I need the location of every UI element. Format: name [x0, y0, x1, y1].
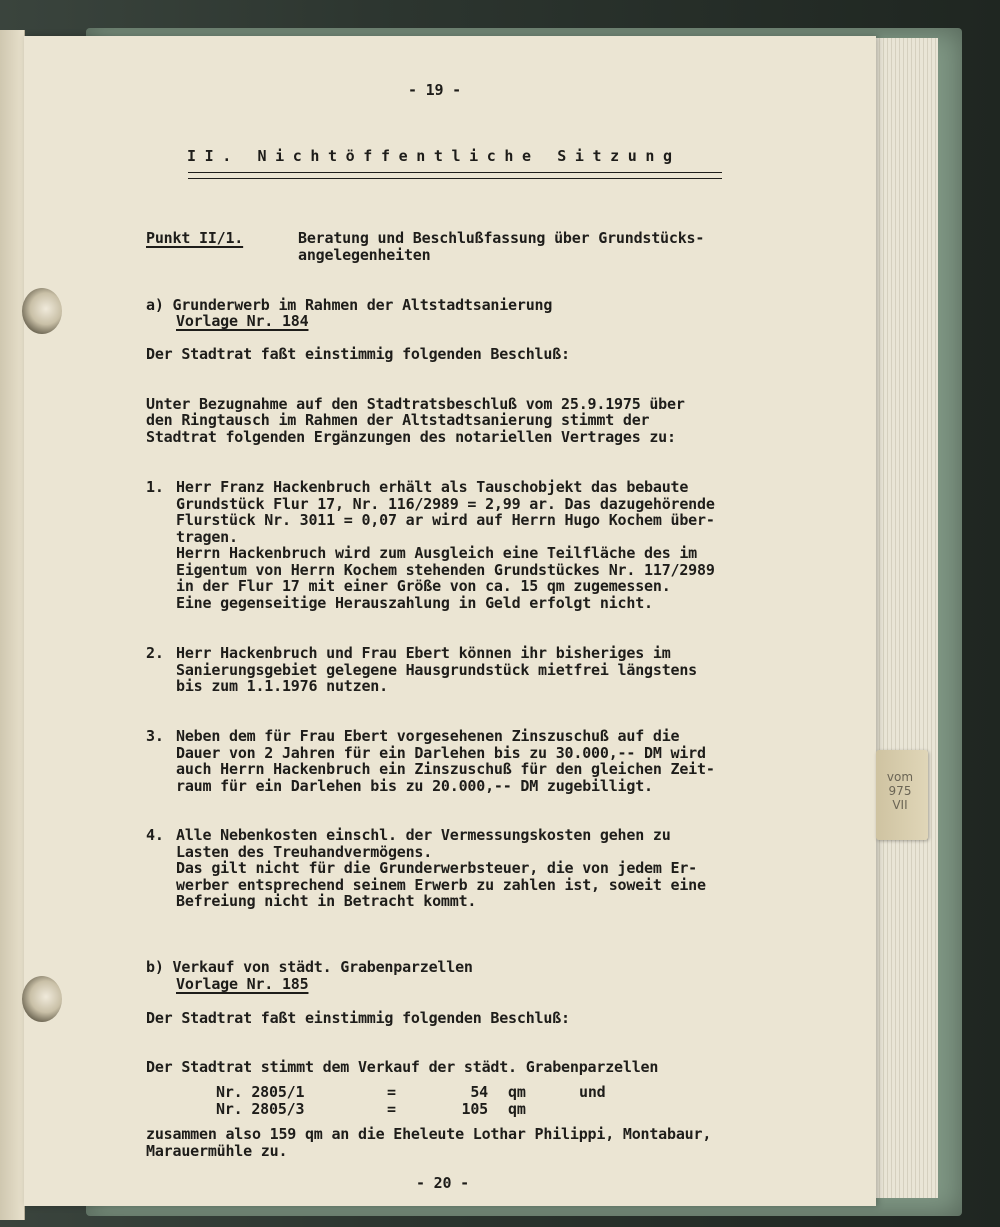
index-tab-line: vom — [886, 770, 914, 784]
section-b-closing-line: Marauermühle zu. — [146, 1142, 288, 1160]
parcel-equals: = — [387, 1083, 396, 1101]
section-b-title: b) Verkauf von städt. Grabenparzellen — [146, 958, 473, 976]
list-item-line: Herr Hackenbruch und Frau Ebert können ihr bisheriges im — [176, 644, 671, 662]
page-stack-edges — [868, 38, 938, 1198]
section-b-intro: Der Stadtrat stimmt dem Verkauf der städt. Grabenparzellen — [146, 1058, 659, 1076]
list-item-line: bis zum 1.1.1976 nutzen. — [176, 677, 388, 695]
index-tab-line: VII — [892, 798, 908, 812]
point-label: Punkt II/1. — [146, 229, 244, 247]
section-b-closing-line: zusammen also 159 qm an die Eheleute Lothar Philippi, Montabaur, — [146, 1125, 712, 1143]
list-item-line: tragen. — [176, 527, 238, 546]
page-number-top: - 19 - — [408, 81, 461, 99]
list-item-line: in der Flur 17 mit einer Größe von ca. 15 qm zugemessen. — [176, 577, 671, 595]
section-a-intro-line: Stadtrat folgenden Ergänzungen des notariellen Vertrages zu: — [146, 428, 676, 446]
page-number-bottom: - 20 - — [416, 1174, 469, 1192]
list-item-line: Dauer von 2 Jahren für ein Darlehen bis zu 30.000,-- DM wird — [176, 743, 706, 762]
list-item-line: raum für ein Darlehen bis zu 20.000,-- DM zugebilligt. — [176, 776, 653, 795]
parcel-equals: = — [387, 1100, 396, 1118]
list-item-line: Sanierungsgebiet gelegene Hausgrundstück mietfrei längstens — [176, 660, 698, 679]
list-item-line: Lasten des Treuhandvermögens. — [176, 842, 433, 861]
section-a-intro-line: Unter Bezugnahme auf den Stadtratsbeschluß vom 25.9.1975 über — [146, 395, 685, 413]
parcel-unit: qm — [508, 1083, 526, 1101]
list-item-line: Befreiung nicht in Betracht kommt. — [176, 892, 477, 910]
parcel-size: 54 — [470, 1083, 488, 1101]
heading-double-underline — [188, 172, 722, 179]
index-tab-label — [880, 770, 920, 812]
list-item-line: Eine gegenseitige Herauszahlung in Geld erfolgt nicht. — [176, 593, 653, 612]
section-a-vorlage: Vorlage Nr. 184 — [176, 312, 309, 330]
parcel-conjunction: und — [579, 1083, 606, 1101]
section-a-intro-line: den Ringtausch im Rahmen der Altstadtsanierung stimmt der — [146, 411, 650, 429]
section-b-decision: Der Stadtrat faßt einstimmig folgenden Beschluß: — [146, 1009, 570, 1027]
parcel-number: Nr. 2805/1 — [216, 1083, 305, 1101]
list-item-number: 4. — [146, 826, 164, 844]
section-heading: II. Nichtöffentliche Sitzung — [187, 147, 681, 165]
parcel-unit: qm — [508, 1100, 526, 1118]
list-item-line: Herr Franz Hackenbruch erhält als Tauschobjekt das bebaute — [176, 478, 689, 496]
section-b-vorlage: Vorlage Nr. 185 — [176, 975, 309, 993]
list-item-line: Flurstück Nr. 3011 = 0,07 ar wird auf Herrn Hugo Kochem über- — [176, 511, 715, 529]
list-item-line: Das gilt nicht für die Grunderwerbsteuer, die von jedem Er- — [176, 859, 698, 877]
binder-ring-icon — [22, 976, 62, 1022]
list-item-line: Grundstück Flur 17, Nr. 116/2989 = 2,99 ar. Das dazugehörende — [176, 494, 715, 513]
section-a-title: a) Grunderwerb im Rahmen der Altstadtsanierung — [146, 296, 553, 314]
list-item-line: auch Herrn Hackenbruch ein Zinszuschuß für den gleichen Zeit- — [176, 760, 715, 778]
list-item-number: 1. — [146, 478, 164, 496]
list-item-line: Eigentum von Herrn Kochem stehenden Grundstückes Nr. 117/2989 — [176, 560, 715, 579]
list-item-line: Neben dem für Frau Ebert vorgesehenen Zinszuschuß auf die — [176, 727, 680, 745]
point-title-line: angelegenheiten — [298, 246, 431, 264]
point-title-line: Beratung und Beschlußfassung über Grundstücks- — [298, 229, 705, 247]
list-item-line: werber entsprechend seinem Erwerb zu zahlen ist, soweit eine — [176, 875, 706, 894]
index-tab-line: 975 — [888, 784, 912, 798]
document-page — [24, 36, 876, 1206]
parcel-size: 105 — [461, 1100, 488, 1118]
previous-page-edge — [0, 30, 25, 1220]
list-item-line: Alle Nebenkosten einschl. der Vermessungskosten gehen zu — [176, 826, 671, 844]
parcel-number: Nr. 2805/3 — [216, 1100, 305, 1118]
section-a-decision: Der Stadtrat faßt einstimmig folgenden Beschluß: — [146, 345, 570, 363]
list-item-line: Herrn Hackenbruch wird zum Ausgleich eine Teilfläche des im — [176, 544, 698, 562]
list-item-number: 2. — [146, 644, 164, 662]
binder-ring-icon — [22, 288, 62, 334]
list-item-number: 3. — [146, 727, 164, 745]
